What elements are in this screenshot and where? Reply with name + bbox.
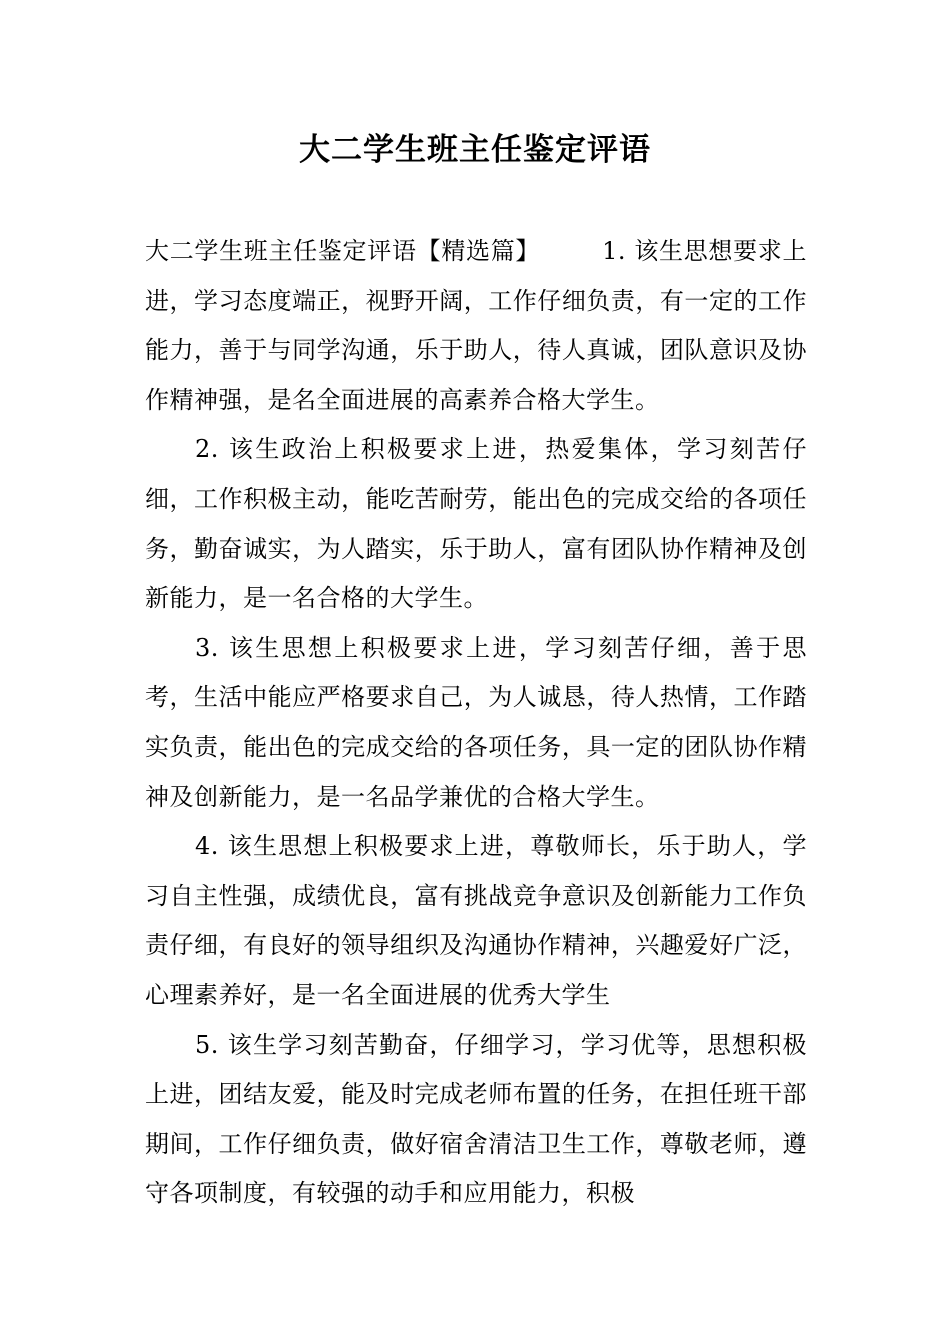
intro-heading: 大二学生班主任鉴定评语【精选篇】 [145,237,541,265]
paragraph-intro [145,227,807,425]
paragraph-5: 5. 该生学习刻苦勤奋，仔细学习，学习优等，思想积极上进，团结友爱，能及时完成老师布置的任务，在担任班干部期间，工作仔细负责，做好宿舍清洁卫生工作，尊敬老师，遵守各项制度，有较强的动手和应用能力，积极 [145,1030,807,1208]
paragraph-3: 3. 该生思想上积极要求上进，学习刻苦仔细，善于思考，生活中能应严格要求自己，为人诚恳，待人热情，工作踏实负责，能出色的完成交给的各项任务，具一定的团队协作精神及创新能力，是一名品学兼优的合格大学生。 [145,633,807,811]
document-title: 大二学生班主任鉴定评语 [299,132,651,168]
paragraph-1: 1. 该生思想要求上进，学习态度端正，视野开阔，工作仔细负责，有一定的工作能力，善于与同学沟通，乐于助人，待人真诚，团队意识及协作精神强，是名全面进展的高素养合格大学生。 [145,237,807,414]
paragraph-2: 2. 该生政治上积极要求上进，热爱集体，学习刻苦仔细，工作积极主动，能吃苦耐劳，能出色的完成交给的各项任务，勤奋诚实，为人踏实，乐于助人，富有团队协作精神及创新能力，是一名合格的大学生。 [145,435,807,613]
document-body [145,227,807,1219]
paragraph-4: 4. 该生思想上积极要求上进，尊敬师长，乐于助人，学习自主性强，成绩优良，富有挑战竞争意识及创新能力工作负责仔细，有良好的领导组织及沟通协作精神，兴趣爱好广泛，心理素养好，是一名全面进展的优秀大学生 [145,832,807,1009]
